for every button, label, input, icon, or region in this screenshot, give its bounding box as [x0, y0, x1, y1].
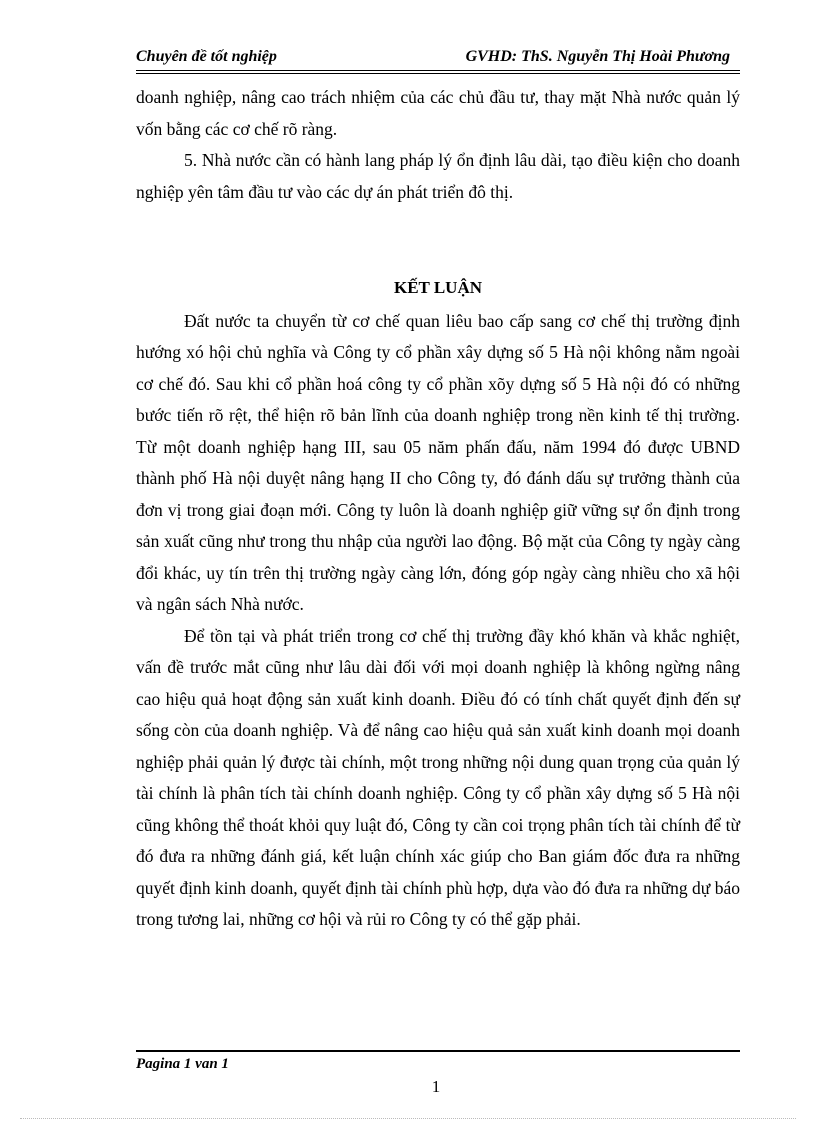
- page-number: 1: [431, 1077, 441, 1096]
- header-title: Chuyên đề tốt nghiệp: [136, 48, 277, 65]
- page-header: [136, 46, 740, 70]
- header-divider: [136, 70, 740, 74]
- section-heading: KẾT LUẬN: [393, 278, 482, 297]
- paragraph-conclusion-1: Đất nước ta chuyển từ cơ chế quan liêu bao cấp sang cơ chế thị trường định hướng xó hội chủ nghĩa và Công ty cổ phần xây dựng số 5 Hà nội không nằm ngoài cơ chế đó. Sau khi cổ phần hoá công ty cổ phần xõy dựng số 5 Hà nội đó có những bước tiến rõ rệt, thể hiện rõ bản lĩnh của doanh nghiệp trong nền kinh tế thị trường. Từ một doanh nghiệp hạng III, sau 05 năm phấn đấu, năm 1994 đó được UBND thành phố Hà nội duyệt nâng hạng II cho Công ty, đó đánh dấu sự trưởng thành của đơn vị trong giai đoạn mới. Công ty luôn là doanh nghiệp giữ vững sự ổn định trong sản xuất cũng như trong thu nhập của người lao động. Bộ mặt của Công ty ngày càng đổi khác, uy tín trên thị trường ngày càng lớn, đóng góp ngày càng nhiều cho xã hội và ngân sách Nhà nước.: [136, 310, 740, 614]
- header-advisor: GVHD: ThS. Nguyễn Thị Hoài Phương: [465, 48, 730, 65]
- footer-pagination: Pagina 1 van 1: [136, 1056, 229, 1072]
- document-body: [136, 82, 740, 936]
- page-boundary: [20, 1118, 796, 1119]
- paragraph-continued: doanh nghiệp, nâng cao trách nhiệm của các chủ đầu tư, thay mặt Nhà nước quản lý vốn bằng các cơ chế rõ ràng.: [136, 87, 740, 139]
- paragraph-conclusion-2: Để tồn tại và phát triển trong cơ chế thị trường đầy khó khăn và khắc nghiệt, vấn đề trước mắt cũng như lâu dài đối với mọi doanh nghiệp là không ngừng nâng cao hiệu quả hoạt động sản xuất kinh doanh. Điều đó có tính chất quyết định đến sự sống còn của doanh nghiệp. Và để nâng cao hiệu quả sản xuất kinh doanh mọi doanh nghiệp phải quản lý được tài chính, một trong những nội dung quan trọng của quản lý tài chính là phân tích tài chính doanh nghiệp. Công ty cổ phần xây dựng số 5 Hà nội cũng không thể thoát khỏi quy luật đó, Công ty cần coi trọng phân tích tài chính để từ đó đưa ra những đánh giá, kết luận chính xác giúp cho Ban giám đốc đưa ra những quyết định kinh doanh, quyết định tài chính phù hợp, dựa vào đó đưa ra những dự báo trong tương lai, những cơ hội và rủi ro Công ty có thể gặp phải.: [136, 625, 740, 929]
- paragraph-item-5: 5. Nhà nước cần có hành lang pháp lý ổn định lâu dài, tạo điều kiện cho doanh nghiệp yên tâm đầu tư vào các dự án phát triển đô thị.: [136, 150, 740, 202]
- footer-divider: [136, 1050, 740, 1052]
